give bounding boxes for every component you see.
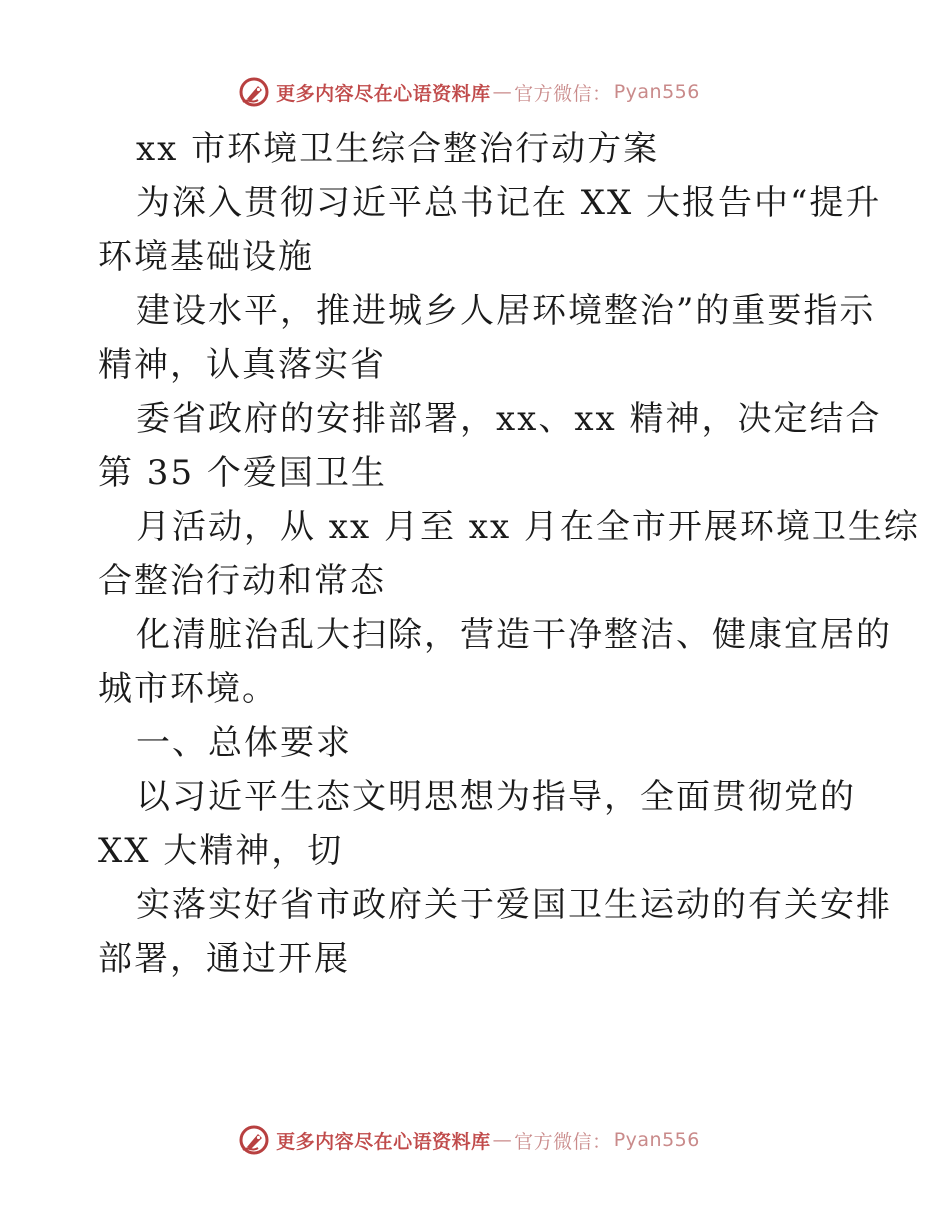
pen-nib-logo-icon xyxy=(238,1124,270,1156)
footer-banner-inner xyxy=(238,1124,700,1156)
footer-wechat-label: 官方微信： xyxy=(514,1130,612,1153)
paragraph-line: 化清脏治乱大扫除，营造干净整洁、健康宜居的 xyxy=(136,615,892,655)
paragraph-line: 建设水平，推进城乡人居环境整治”的重要指示 xyxy=(136,291,876,331)
header-banner xyxy=(0,72,950,112)
paragraph-line: 实落实好省市政府关于爱国卫生运动的有关安排 xyxy=(136,885,892,925)
paragraph-line: 月活动，从 xx 月至 xx 月在全市开展环境卫生综 xyxy=(136,507,920,547)
paragraph-line: 精神，认真落实省 xyxy=(98,345,386,385)
footer-banner xyxy=(0,1120,950,1160)
paragraph-line: 以习近平生态文明思想为指导，全面贯彻党的 xyxy=(136,777,856,817)
paragraph-line: 环境基础设施 xyxy=(98,237,314,277)
paragraph-line: XX 大精神，切 xyxy=(98,831,344,871)
footer-wechat-id: Pyan556 xyxy=(613,1129,700,1151)
pen-nib-logo-icon xyxy=(238,76,270,108)
document-title: xx 市环境卫生综合整治行动方案 xyxy=(136,129,660,169)
header-banner-inner xyxy=(238,76,700,108)
header-banner-dash: — xyxy=(492,81,513,103)
paragraph-line: 委省政府的安排部署，xx、xx 精神，决定结合 xyxy=(136,399,882,439)
footer-banner-title: 更多内容尽在心语资料库 xyxy=(276,1130,491,1153)
section-heading: 一、总体要求 xyxy=(136,723,352,763)
paragraph-line: 合整治行动和常态 xyxy=(98,561,386,601)
footer-banner-dash: — xyxy=(492,1129,513,1151)
footer-banner-text xyxy=(276,1127,700,1154)
paragraph-line: 为深入贯彻习近平总书记在 XX 大报告中“提升 xyxy=(136,183,882,223)
header-wechat-label: 官方微信： xyxy=(514,82,612,105)
document-body xyxy=(98,122,920,986)
paragraph-line: 城市环境。 xyxy=(98,669,278,709)
paragraph-line: 部署，通过开展 xyxy=(98,939,350,979)
paragraph-line: 第 35 个爱国卫生 xyxy=(98,453,387,493)
header-banner-title: 更多内容尽在心语资料库 xyxy=(276,82,491,105)
header-banner-text xyxy=(276,79,700,106)
header-wechat-id: Pyan556 xyxy=(613,81,700,103)
